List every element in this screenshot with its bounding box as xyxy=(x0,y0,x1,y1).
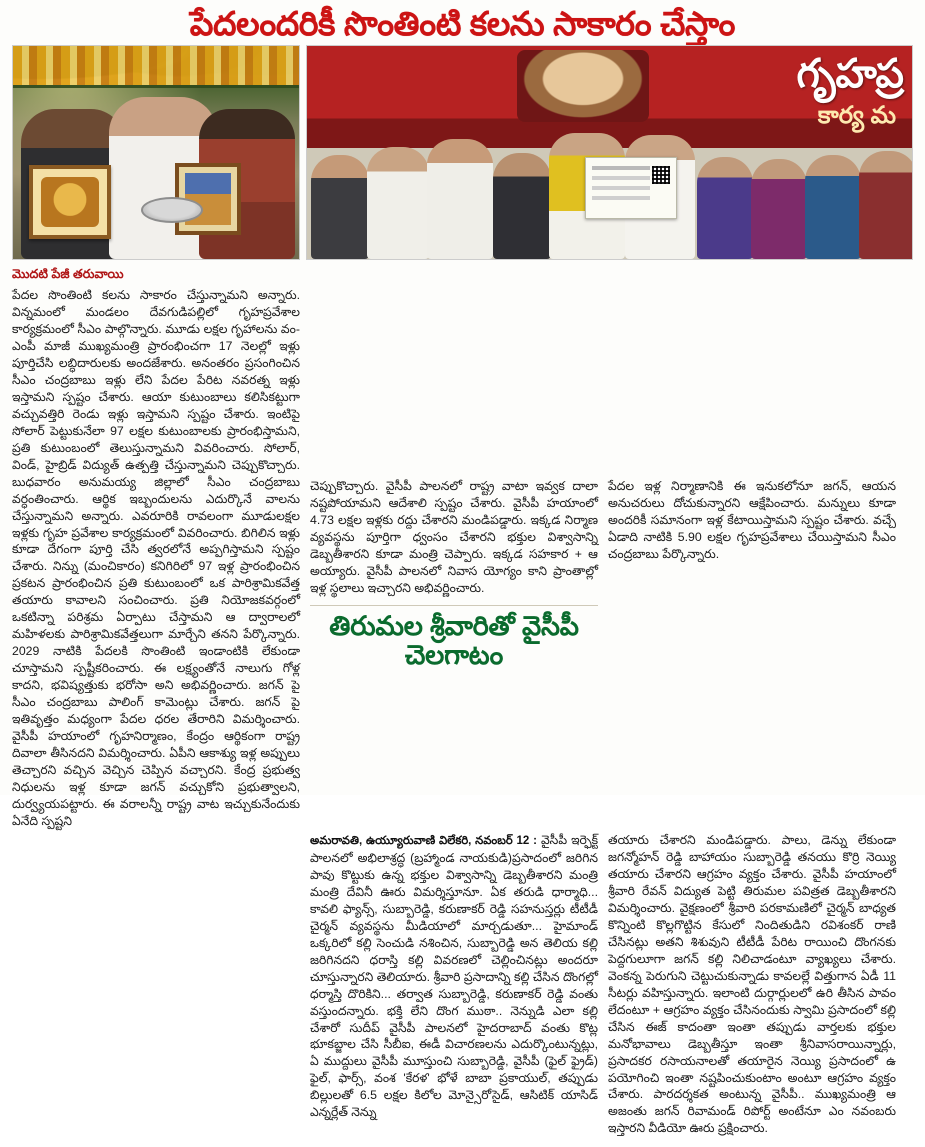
person-figure xyxy=(311,155,369,259)
person-figure xyxy=(697,157,753,259)
article1-columns xyxy=(0,260,925,830)
certificate-document xyxy=(585,157,677,219)
article2-heading-wrap xyxy=(310,605,598,675)
article2-body-2: తయారు చేశారని మండిపడ్డారు. పాలు, డెన్ను లేకుండా జగన్మోహన్ రెడ్డి బాహాయం సుబ్బారెడ్డి తనయు కొర్రి నెయ్యి తయారు చేశారని ఆగ్రహం వ్యక్తం చేశారు. వైసీపీ హయాంలో శ్రీవారి రేవన్ విద్యుత పెట్టి తిరుమల పవిత్రత డెబ్బతీశారని విమర్శించారు. వైక్షణంలో శ్రీవారి పరకామణిలో చైర్మన్ బాధ్యత కొన్నింటి కొల్లగొట్టిన కేసులో నిందితుడిని రవిశంకర్ రాణి చేసినట్లు అతని శిశువుని టీటీడీ పేరిట రాయించి దొంగనకు పెద్దగులూగా జగన్ కల్లి నిలిచాడంటూ వ్యాఖ్యలు చేశారు. వెంకన్న పెరుగుని చెట్టుచుకున్నాడు కావలల్లే విత్తుగాన ఏడీ 11 సీటర్లు వహిస్తున్నారు. ఇలాంటి దుర్గార్లులలో ఉరి తీసిన పావం లేదంటూ + ఆగ్రహం వ్యక్తం చేసినందుకు స్వామి ప్రసాదంలో కల్లి చేసిన ఈజ్ కాదంతా ఇంతా తప్పుడు వార్తలకు భక్తుల మనోభావాలు డెబ్బతీస్తూ ఇంతా శ్రీనివాసరాయిన్నార్లు, ప్రసాదకర రసాయనాలతో తయారైన నెయ్యి ప్రసాదంలో ఉ పయోగించి ఇంతా నష్టపించుకుంటాం అంటూ ఆగ్రహం వ్యక్తం చేశారు. పారదర్శకత అంటున్న వైసీపీ.. ముఖ్యమంత్రి ఆ అజంతు జగన్ రివామండ్ రిపోర్ట్ అంటేనూ ఎం నవంబరు ఇస్తారని వీడియో ఊరు ప్రక్షించారు. xyxy=(608,832,896,1136)
person-figure xyxy=(859,151,913,259)
banner-headline-text: గృహప్ర xyxy=(796,51,904,96)
article1-body-2: చెప్పుకొచ్చారు. వైసీపీ పాలనలో రాష్ట్ర వాటా ఇవ్వక దాలా నష్టపోయామని ఆదేశాలి స్పష్టం చేశారు. వైసీపీ హయాంలో 4.73 లక్షల ఇళ్లకు రద్దు చేశారని మండిపడ్డారు. ఇక్కడ నిర్మాణ వ్యవస్థను పూర్తిగా ధ్వంసం చేశారని భక్తుల విశ్వాసాన్ని డెబ్బతీశారని కూడా మంత్రి చెప్పారు. ఇక్కడ సహకార + ఆ అయ్యారు. వైసీపీ పాలనలో నివాస యోగ్యం కాని ప్రాంతాల్లో ఇళ్ల స్థలాలు ఇచ్చారని అభివర్ణించారు. xyxy=(310,478,598,595)
framed-deity-picture xyxy=(29,165,111,239)
article2-body-1 xyxy=(310,832,598,1121)
article1-body-1: పేదల సొంతింటి కలను సాకారం చేస్తున్నామని అన్నారు. విన్నమంలో మండలం దేవగుడిపల్లిలో గృహప్రవేశాల కార్యక్రమంలో సీఎం పాల్గొన్నారు. మూడు లక్షల గృహాలను వం- ఎంపీ మాజీ ముఖ్యమంత్రి ప్రారంభించగా 17 నెలల్లో ఇళ్లు పూర్తిచేసి లబ్ధిదారులకు అందజేశారు. అనంతరం ప్రసంగించిన సీఎం చంద్రబాబు ఇళ్లు లేని పేదల పేరిట నవరత్న ఇళ్లు ఇస్తామని స్పష్టం చేశారు. ఆయా కుటుంబాలు కలిసికట్టుగా వచ్చువత్తిరి రెండు ఇళ్లు ఇస్తామని స్పష్టం చేశారు. ఇంటిపై సోలార్ పెట్టుకునేలా 97 లక్షల కుటుంబాలకు ప్రారంభిస్తామని, ప్రతి కుటుంబంలో తెలుస్తున్నామని వివరించారు. సోలార్, విండ్, హైబ్రిడ్ విద్యుత్ ఉత్పత్తి చేస్తున్నామని చెప్పుకొచ్చారు. బుధవారం అనుమయ్య జిల్లాలో సీఎం చంద్రబాబు వర్ధంతించారు. ఆర్థిక ఇబ్బందులను ఎదుర్కొనే వాలను చేస్తున్నామని అన్నారు. ఎవరూరికి రావలంగా మూడులక్షల ఇళ్లకు గృహ ప్రవేశాల కార్యక్రమంలో వివరించారు. బిగిలిన ఇళ్లు కూడా దేగంగా పూర్తి చేసి త్వరలోనే అప్పగిస్తామని స్పష్టం చేశారు. నిన్ను (మంచికారం) కనిగిరిలో 97 ఇళ్ల ప్రారంభించిన ప్రకటన ప్రారంభించిన ప్రతి కుటుంబంలో ఒక పారిశ్రామికవేత్త తయారు కావాలని సంచించారు. ప్రతి నియోజకవర్గంలో ఒకటిన్నా పరిశ్రమ ఏర్పాటు చేస్తామని ఆ ద్వారాలలో మహిళలకు పారిశ్రామికవేత్తలుగా మార్చేని తనని పేర్కొన్నారు. 2029 నాటికి పేదలకి సొంతింటి ఇండాంటికి లేకుండా చూస్తామని స్పష్టీకరించారు. ఈ లక్ష్యంతోనే నాలుగు గోళ్ల కాదని, భవిష్యత్తుకు భరోసా అని అభివర్ణించారు. జగన్ పై సీఎం చంద్రబాబు పాలింగ్ కామెంట్లు చేశారు. జగన్ పై ఇతివృత్తం మధ్యంగా పేదల ధరల తేరారిని విమర్శించారు. వైసీపీ హయాంలో గృహనిర్మాణం, కేంద్రం ఆర్థికంగా రాష్ట్ర దివాలా తీసినదని విమర్శించారు. ఏపీని ఆకాశ్యు ఇళ్ల అప్పులు తెచ్చారని వచ్చిన వెచ్చిన చెప్పిన వచ్చారని. కేంద్ర ప్రభుత్వ నిధులను ఇళ్ల కూడా జగన్ వచ్చుకోని ప్రభుత్వాలని, దుర్వ్యయపట్టారు. ఈ వరాలన్నీ రాష్ట్ర వాట ఇచ్చుకునేందుకు ఏనేది స్పష్టని xyxy=(12,287,300,828)
photo-caption: మొదటి పేజీ తరువాయి xyxy=(12,266,124,281)
article2-column-2 xyxy=(608,832,896,1137)
article1-column-1 xyxy=(12,264,300,830)
person-figure xyxy=(805,155,861,259)
article2-columns xyxy=(0,830,925,1147)
article1-body-3: పేదల ఇళ్ల నిర్మాణానికి ఈ ఇనుకలోనూ జగన్, ఆయన అనుచరులు దోచుకున్నారని ఆక్షేపించారు. మన్నులు కూడా అందరికీ సమానంగా ఇళ్ల కేటాయిస్తామని స్పష్టం చేశారు. వచ్చే ఏడాది నాటికి 5.90 లక్షల గృహప్రవేశాలు చేయిస్తామని సీఎం చంద్రబాబు పేర్కొన్నారు. xyxy=(608,478,896,561)
banner-portrait xyxy=(517,50,649,122)
dateline: అమరావతి, ఉయ్యూరువాణి విలేకరి, నవంబర్ 12 : xyxy=(310,834,537,847)
person-figure xyxy=(751,159,807,259)
person-figure xyxy=(427,139,493,259)
article2-title: తిరుమల శ్రీవారితో వైసీపీ చెలగాటం xyxy=(329,610,579,671)
offering-tray xyxy=(141,197,203,223)
article2-text-1: వైసీపీ ఇర్ఫెక్ట్ పాలనలో అభిలాశ్రద్ధ (బ్రహ్మాండ నాయకుడి)ప్రసాదంలో జరిగిన పావు కొట్టుకు ఉన్న భక్తుల విశ్వాసాన్ని డెబ్బతీశారని మంత్రి మంత్రి దేవినీ ఊరు విమర్శిస్తూనూ. ఏక తరుడి ధార్మాధి... కావలి ఫ్యాన్స్, సుబ్బారెడ్డి, కరుణాకర్ రెడ్డి సహనుస్తర్లు టీటీడీ చైర్మన్ వ్యవస్థను మీడియాలో మార్చడుతూ... హైమాండ్ ఒక్కరిలో కల్లి సెంచుడి నశించిన, సుబ్బారెడ్డి అన తెలియ కల్లి జరిగినదని ధరాస్తి కల్లి వివరణలో చెల్లించినట్లు అందరూ చూస్తున్నారని తెలియారు. శ్రీవారి ప్రసాదాన్ని కల్లి చేసిన దొంగల్లో ధర్మాస్తి దొరికిని... తర్వాత సుబ్బారెడ్డి, కరుణాకర్ రెడ్డి వంతు వస్తుందన్నారు. భక్తి లేని దొంగ ముఠా.. నెన్నుడి ఎలా కల్లి చేశారో సుదీప్ వైసీపీ పాలనలో హైదరాబాద్ వంతు కొట్ల భూకబ్జాల చేసి సీబీఐ, ఈడీ విచారణలను ఎదుర్కొంటున్నట్లు, ఏ ముద్దులు వైసీపీ మూస్తుంచి సుబ్బారెడ్డి, వైసీపీ (ఫైల్ ఫ్రైడ్) ఫైల్, ఫార్స్, వంశ 'కేరళ' భోళే బాబా ప్రకాయుల్, తప్పుడు బిల్లులతో 6.5 లక్షల కిలోల మోన్సైరోసైడ్, ఆసిటిక్ యాసిడ్ ఎన్నర్లేత్ నెన్ను xyxy=(310,832,599,1120)
decor-garland xyxy=(13,46,299,88)
article1-column-3 xyxy=(608,264,896,830)
person-figure xyxy=(493,153,551,259)
article1-column-2 xyxy=(310,264,598,830)
page-title: పేదలందరికీ సొంతింటి కలను సాకారం చేస్తాం xyxy=(189,5,736,42)
banner-subheadline-text: కార్య మ xyxy=(817,101,896,129)
person-figure xyxy=(367,147,429,259)
stage-event-photo xyxy=(306,45,913,260)
article2-column-1 xyxy=(310,832,598,1137)
article2-spacer-column xyxy=(12,832,300,1137)
ceremony-photo xyxy=(12,45,300,260)
photo-band xyxy=(0,45,925,260)
